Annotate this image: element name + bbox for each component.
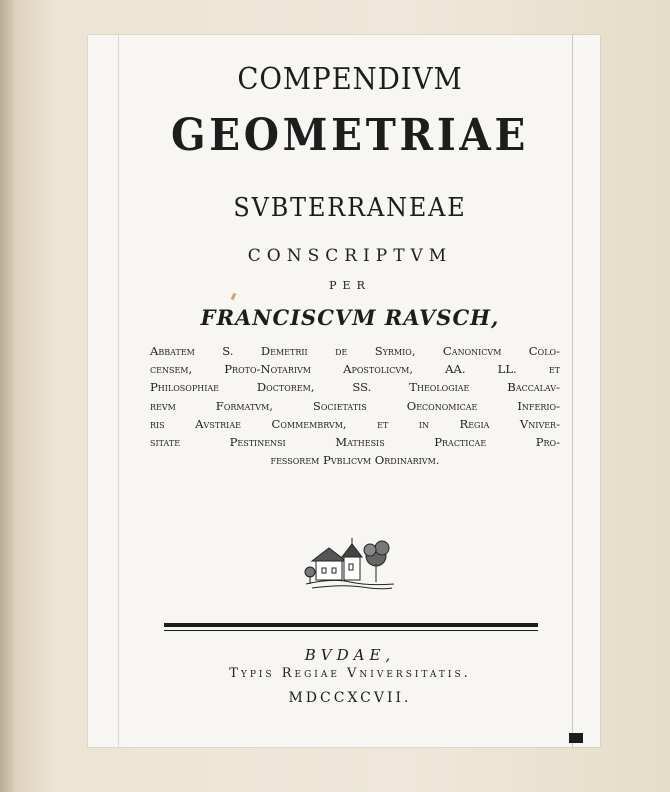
title-line-3: SVBTERRANEAE (233, 193, 467, 223)
backing-board-edge (0, 0, 14, 792)
description-line: revm Formatvm, Societatis Oeconomicae Inferio- (150, 398, 560, 413)
photo-crease-left (118, 35, 119, 747)
title-line-1: COMPENDIVM (237, 62, 463, 97)
separator-rule-thick (164, 623, 538, 627)
description-line: Philosophiae Doctorem, SS. Theologiae Baccalav- (150, 380, 560, 395)
photo-crease-right (572, 35, 573, 747)
description-line: fessorem Pvblicvm Ordinarivm. (270, 453, 440, 468)
house-landscape-vignette (302, 530, 398, 592)
description-line: Abbatem S. Demetrii de Syrmio, Canonicvm Colo- (150, 344, 560, 358)
separator-rule-thin (164, 630, 538, 631)
description-line: censem, Proto-Notarivm Apostolicvm, AA. LL. et (150, 362, 560, 377)
author-name: FRANCISCVM RAVSCH, (200, 305, 500, 330)
author-description (150, 342, 560, 469)
imprint-year: MDCCXCVII. (288, 690, 412, 706)
imprint-place: BVDAE, (304, 646, 396, 664)
conscriptum-line: CONSCRIPTVM (247, 246, 453, 266)
per-line: PER (329, 279, 371, 292)
corner-mark (569, 733, 583, 743)
description-line: sitate Pestinensi Mathesis Practicae Pro- (150, 435, 560, 450)
description-line: ris Avstriae Commembrvm, et in Regia Vniver- (150, 416, 560, 431)
imprint-printer: Typis Regiae Vniversitatis. (229, 666, 471, 681)
title-line-2: GEOMETRIAE (170, 110, 530, 161)
